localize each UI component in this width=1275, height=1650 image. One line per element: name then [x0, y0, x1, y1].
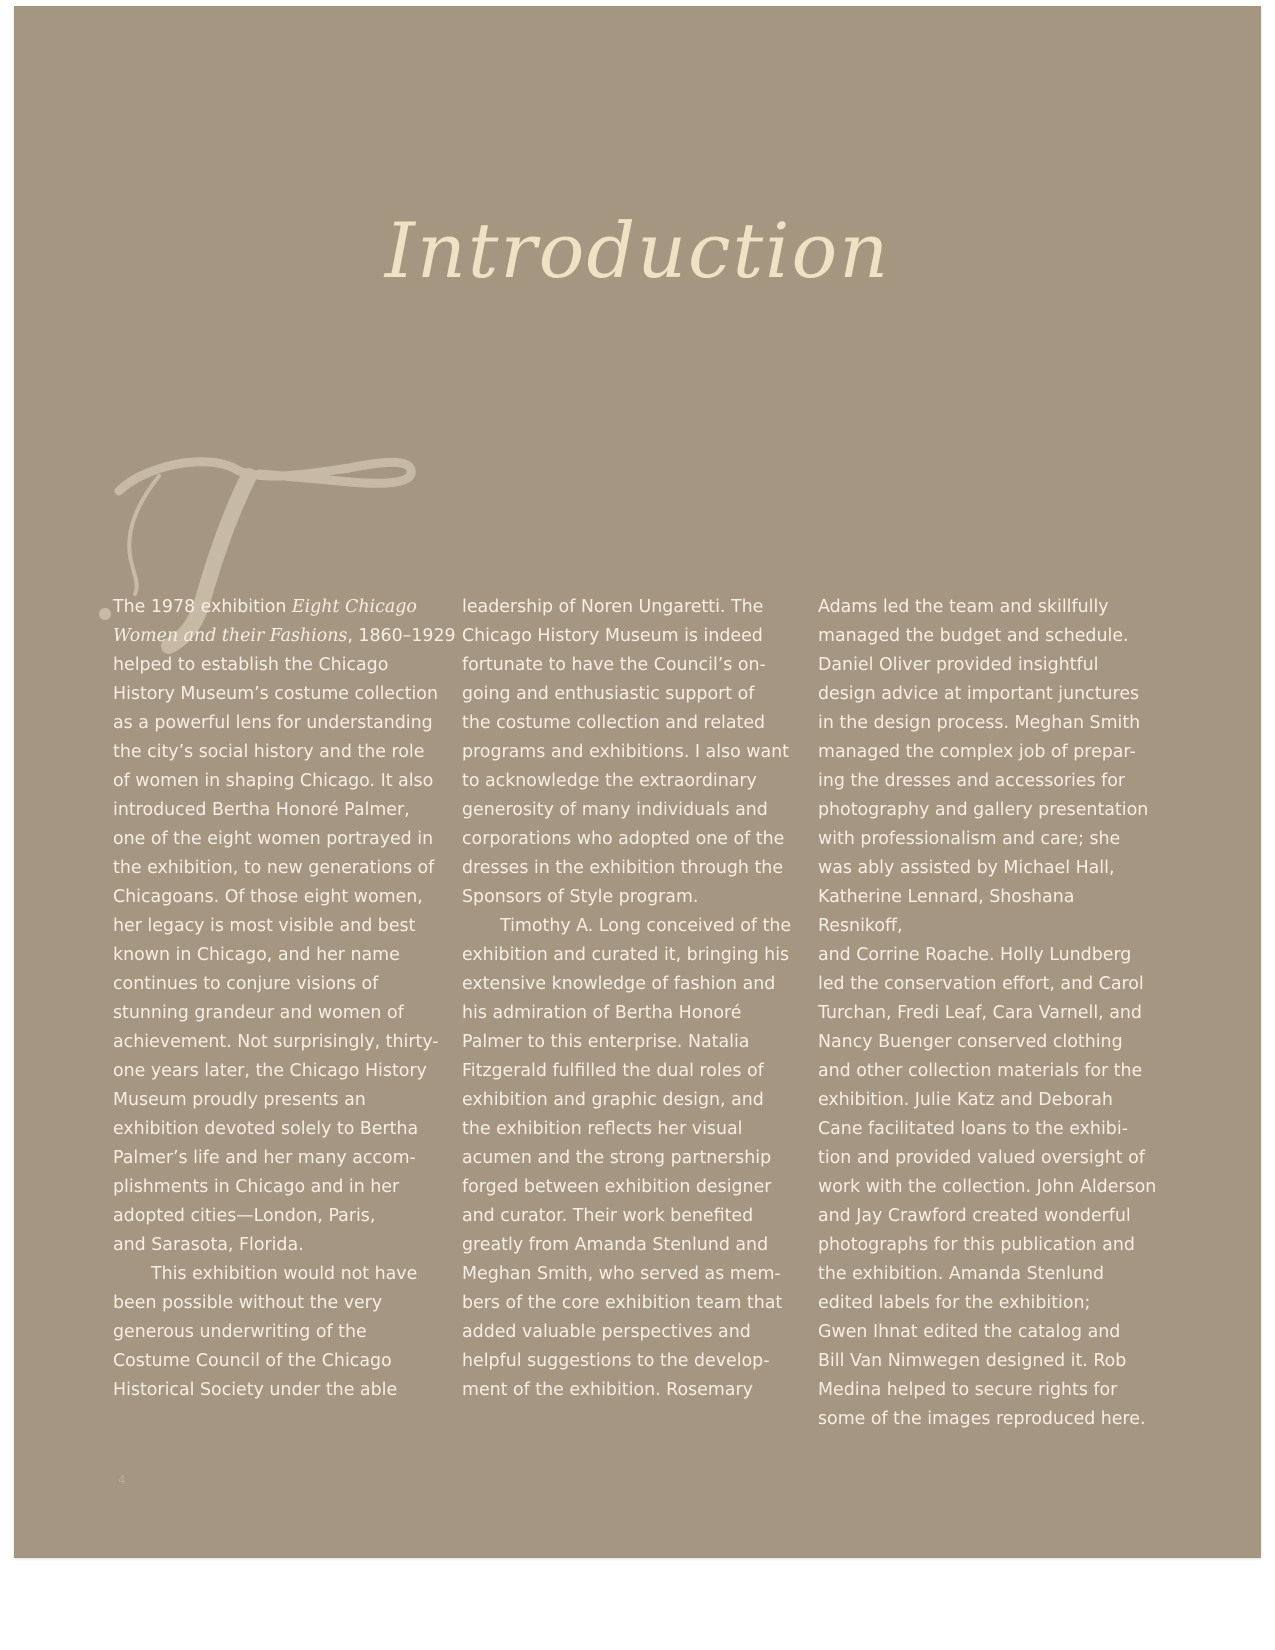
text-column-3 [818, 593, 1163, 1434]
text-column-2 [462, 593, 807, 1405]
paragraph: This exhibition would not have been possible without the very generous underwriting of the Costume Council of the Chicago Historical Society under the able [113, 1264, 418, 1400]
page-number: 4 [118, 1473, 126, 1487]
paragraph: Timothy A. Long conceived of the exhibition and curated it, bringing his extensive knowledge of fashion and his admiration of Bertha Honoré Palmer to this enterprise. Natalia Fitzgerald fulfilled the dual roles of exhibition and graphic design, and the exhibition reflects her visual acumen and the strong partnership forged between exhibition designer and curator. Their work benefited greatly from Amanda Stenlund and Meghan Smith, who served as mem- bers of the core exhibition team that added valuable perspectives and helpful suggestions to the develop- ment of the exhibition. Rosemary [462, 916, 792, 1400]
text-column-1 [113, 593, 458, 1405]
book-page [14, 6, 1261, 1558]
exhibition-title-italic: Eight Chicago Women and their Fashions [113, 597, 417, 646]
page-title: Introduction [384, 206, 891, 295]
paragraph [113, 593, 458, 1260]
paragraph: Adams led the team and skillfully managed the budget and schedule. Daniel Oliver provided insightful design advice at important junctures in the design process. Meghan Smith managed the complex job of prepar- ing the dresses and accessories for photography and gallery presentation with professionalism and care; she was ably assisted by Michael Hall, Katherine Lennard, Shoshana Resnikoff, and Corrine Roache. Holly Lundberg led the conservation effort, and Carol Turchan, Fredi Leaf, Cara Varnell, and Nancy Buenger conserved clothing and other collection materials for the exhibition. Julie Katz and Deborah Cane facilitated loans to the exhibi- tion and provided valued oversight of work with the collection. John Alderson and Jay Crawford created wonderful photographs for this publication and the exhibition. Amanda Stenlund edited labels for the exhibition; Gwen Ihnat edited the catalog and Bill Van Nimwegen designed it. Rob Medina helped to secure rights for some of the images reproduced here. [818, 597, 1157, 1429]
paragraph-continuation: , 1860–1929 helped to establish the Chicago History Museum’s costume collection as a powerful lens for understanding the city’s social history and the role of women in shaping Chicago. It also introduced Bertha Honoré Palmer, one of the eight women portrayed in the exhibition, to new generations of Chicagoans. Of those eight women, her legacy is most visible and best known in Chicago, and her name continues to conjure visions of stunning grandeur and women of achievement. Not surprisingly, thirty- one years later, the Chicago History Museum proudly presents an exhibition devoted solely to Bertha Palmer’s life and her many accom- plishments in Chicago and in her adopted cities—London, Paris, and Sarasota, Florida. [113, 626, 456, 1255]
paragraph: leadership of Noren Ungaretti. The Chicago History Museum is indeed fortunate to have the Council’s on- going and enthusiastic support of the costume collection and related programs and exhibitions. I also want to acknowledge the extraordinary generosity of many individuals and corporations who adopted one of the dresses in the exhibition through the Sponsors of Style program. [462, 597, 789, 907]
paragraph-lead: The 1978 exhibition [113, 597, 292, 617]
